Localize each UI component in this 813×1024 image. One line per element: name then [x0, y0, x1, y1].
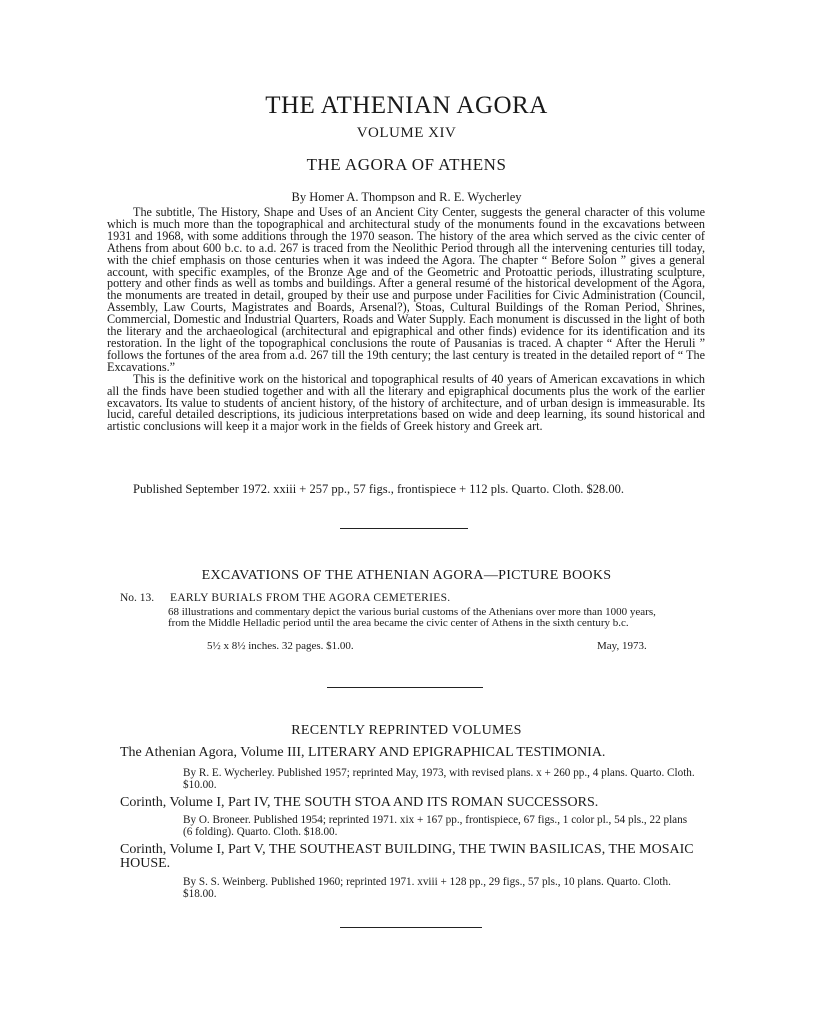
reprint-entry-details: By R. E. Wycherley. Published 1957; reprinted May, 1973, with revised plans. x + 260 pp., 4 plans. Quarto. Cloth. $10.00.: [183, 767, 695, 792]
reprinted-heading: RECENTLY REPRINTED VOLUMES: [291, 723, 522, 738]
picture-book-description: 68 illustrations and commentary depict the various burial customs of the Athenians over more than 1000 years, from the Middle Helladic period until the area became the civic center of Athens in the sixth century b.c.: [168, 606, 656, 630]
page-title: THE ATHENIAN AGORA: [265, 92, 548, 119]
book-subtitle: THE AGORA OF ATHENS: [306, 155, 507, 174]
section-divider: [327, 687, 483, 688]
publication-details: Published September 1972. xxiii + 257 pp., 57 figs., frontispiece + 112 pls. Quarto. Cloth. $28.00.: [133, 482, 625, 496]
volume-number: VOLUME XIV: [356, 125, 457, 141]
description-paragraph: The subtitle, The History, Shape and Uses of an Ancient City Center, suggests the general character of this volume which is much more than the topographical and architectural study of the monuments found in the excavations between 1931 and 1968, with some additions through the 1970 season. The history of the area which served as the civic center of Athens from about 600 b.c. to a.d. 267 is traced from the Neolithic Period through all the intervening centuries till today, with the chief emphasis on those centuries when it was indeed the Agora. The chapter “ Before Solon ” gives a general account, with specific examples, of the Bronze Age and of the Geometric and Protoattic periods, illustrating sculpture, pottery and other finds as well as tombs and buildings. After a general resumé of the historical development of the Agora, the monuments are treated in detail, grouped by their use and purpose under Facilities for Civic Administration (Council, Assembly, Law Courts, Magistrates and Boards, Arsenal?), Stoas, Cultural Buildings of the Roman Period, Shrines, Commercial, Domestic and Industrial Quarters, Roads and Water Supply. Each monument is discussed in the light of both the literary and the archaeological (architectural and epigraphical and other finds) evidence for its identification and its restoration. In the light of the topographical conclusions the route of Pausanias is traced. A chapter “ After the Heruli ” follows the fortunes of the area from a.d. 267 till the 19th century; the last century is treated in the detailed report of “ The Excavations.”: [107, 205, 705, 374]
section-divider: [340, 927, 482, 928]
picture-book-details: 5½ x 8½ inches. 32 pages. $1.00.: [207, 640, 354, 652]
reprint-entry-title: Corinth, Volume I, Part V, THE SOUTHEAST BUILDING, THE TWIN BASILICAS, THE MOSAIC HOUSE.: [120, 842, 694, 871]
picture-book-date: May, 1973.: [597, 640, 647, 652]
picture-books-heading: EXCAVATIONS OF THE ATHENIAN AGORA—PICTURE BOOKS: [201, 568, 612, 583]
reprint-entry-title: Corinth, Volume I, Part IV, THE SOUTH STOA AND ITS ROMAN SUCCESSORS.: [120, 795, 599, 810]
picture-book-number: No. 13.: [120, 592, 155, 604]
section-divider: [340, 528, 468, 529]
reprint-entry-details: By S. S. Weinberg. Published 1960; reprinted 1971. xviii + 128 pp., 29 figs., 57 pls., 10 plans. Quarto. Cloth. $18.00.: [183, 876, 671, 901]
description-paragraph: This is the definitive work on the historical and topographical results of 40 years of American excavations in which all the finds have been studied together and with all the literary and epigraphical documents plus the work of the earlier excavators. Its value to students of ancient history, of the history of architecture, and of urban design is immeasurable. Its lucid, careful detailed descriptions, its judicious interpretations based on wide and deep learning, its sound historical and artistic conclusions will keep it a major work in the fields of Greek history and Greek art.: [107, 371, 705, 434]
picture-book-title: EARLY BURIALS FROM THE AGORA CEMETERIES.: [170, 592, 451, 604]
book-description: [107, 207, 705, 433]
reprint-entry-details: By O. Broneer. Published 1954; reprinted 1971. xix + 167 pp., frontispiece, 67 figs., 1 color pl., 54 pls., 22 plans (6 folding). Quarto. Cloth. $18.00.: [183, 814, 688, 839]
author-byline: By Homer A. Thompson and R. E. Wycherley: [291, 190, 522, 204]
reprint-entry-title: The Athenian Agora, Volume III, LITERARY AND EPIGRAPHICAL TESTIMONIA.: [120, 745, 606, 760]
